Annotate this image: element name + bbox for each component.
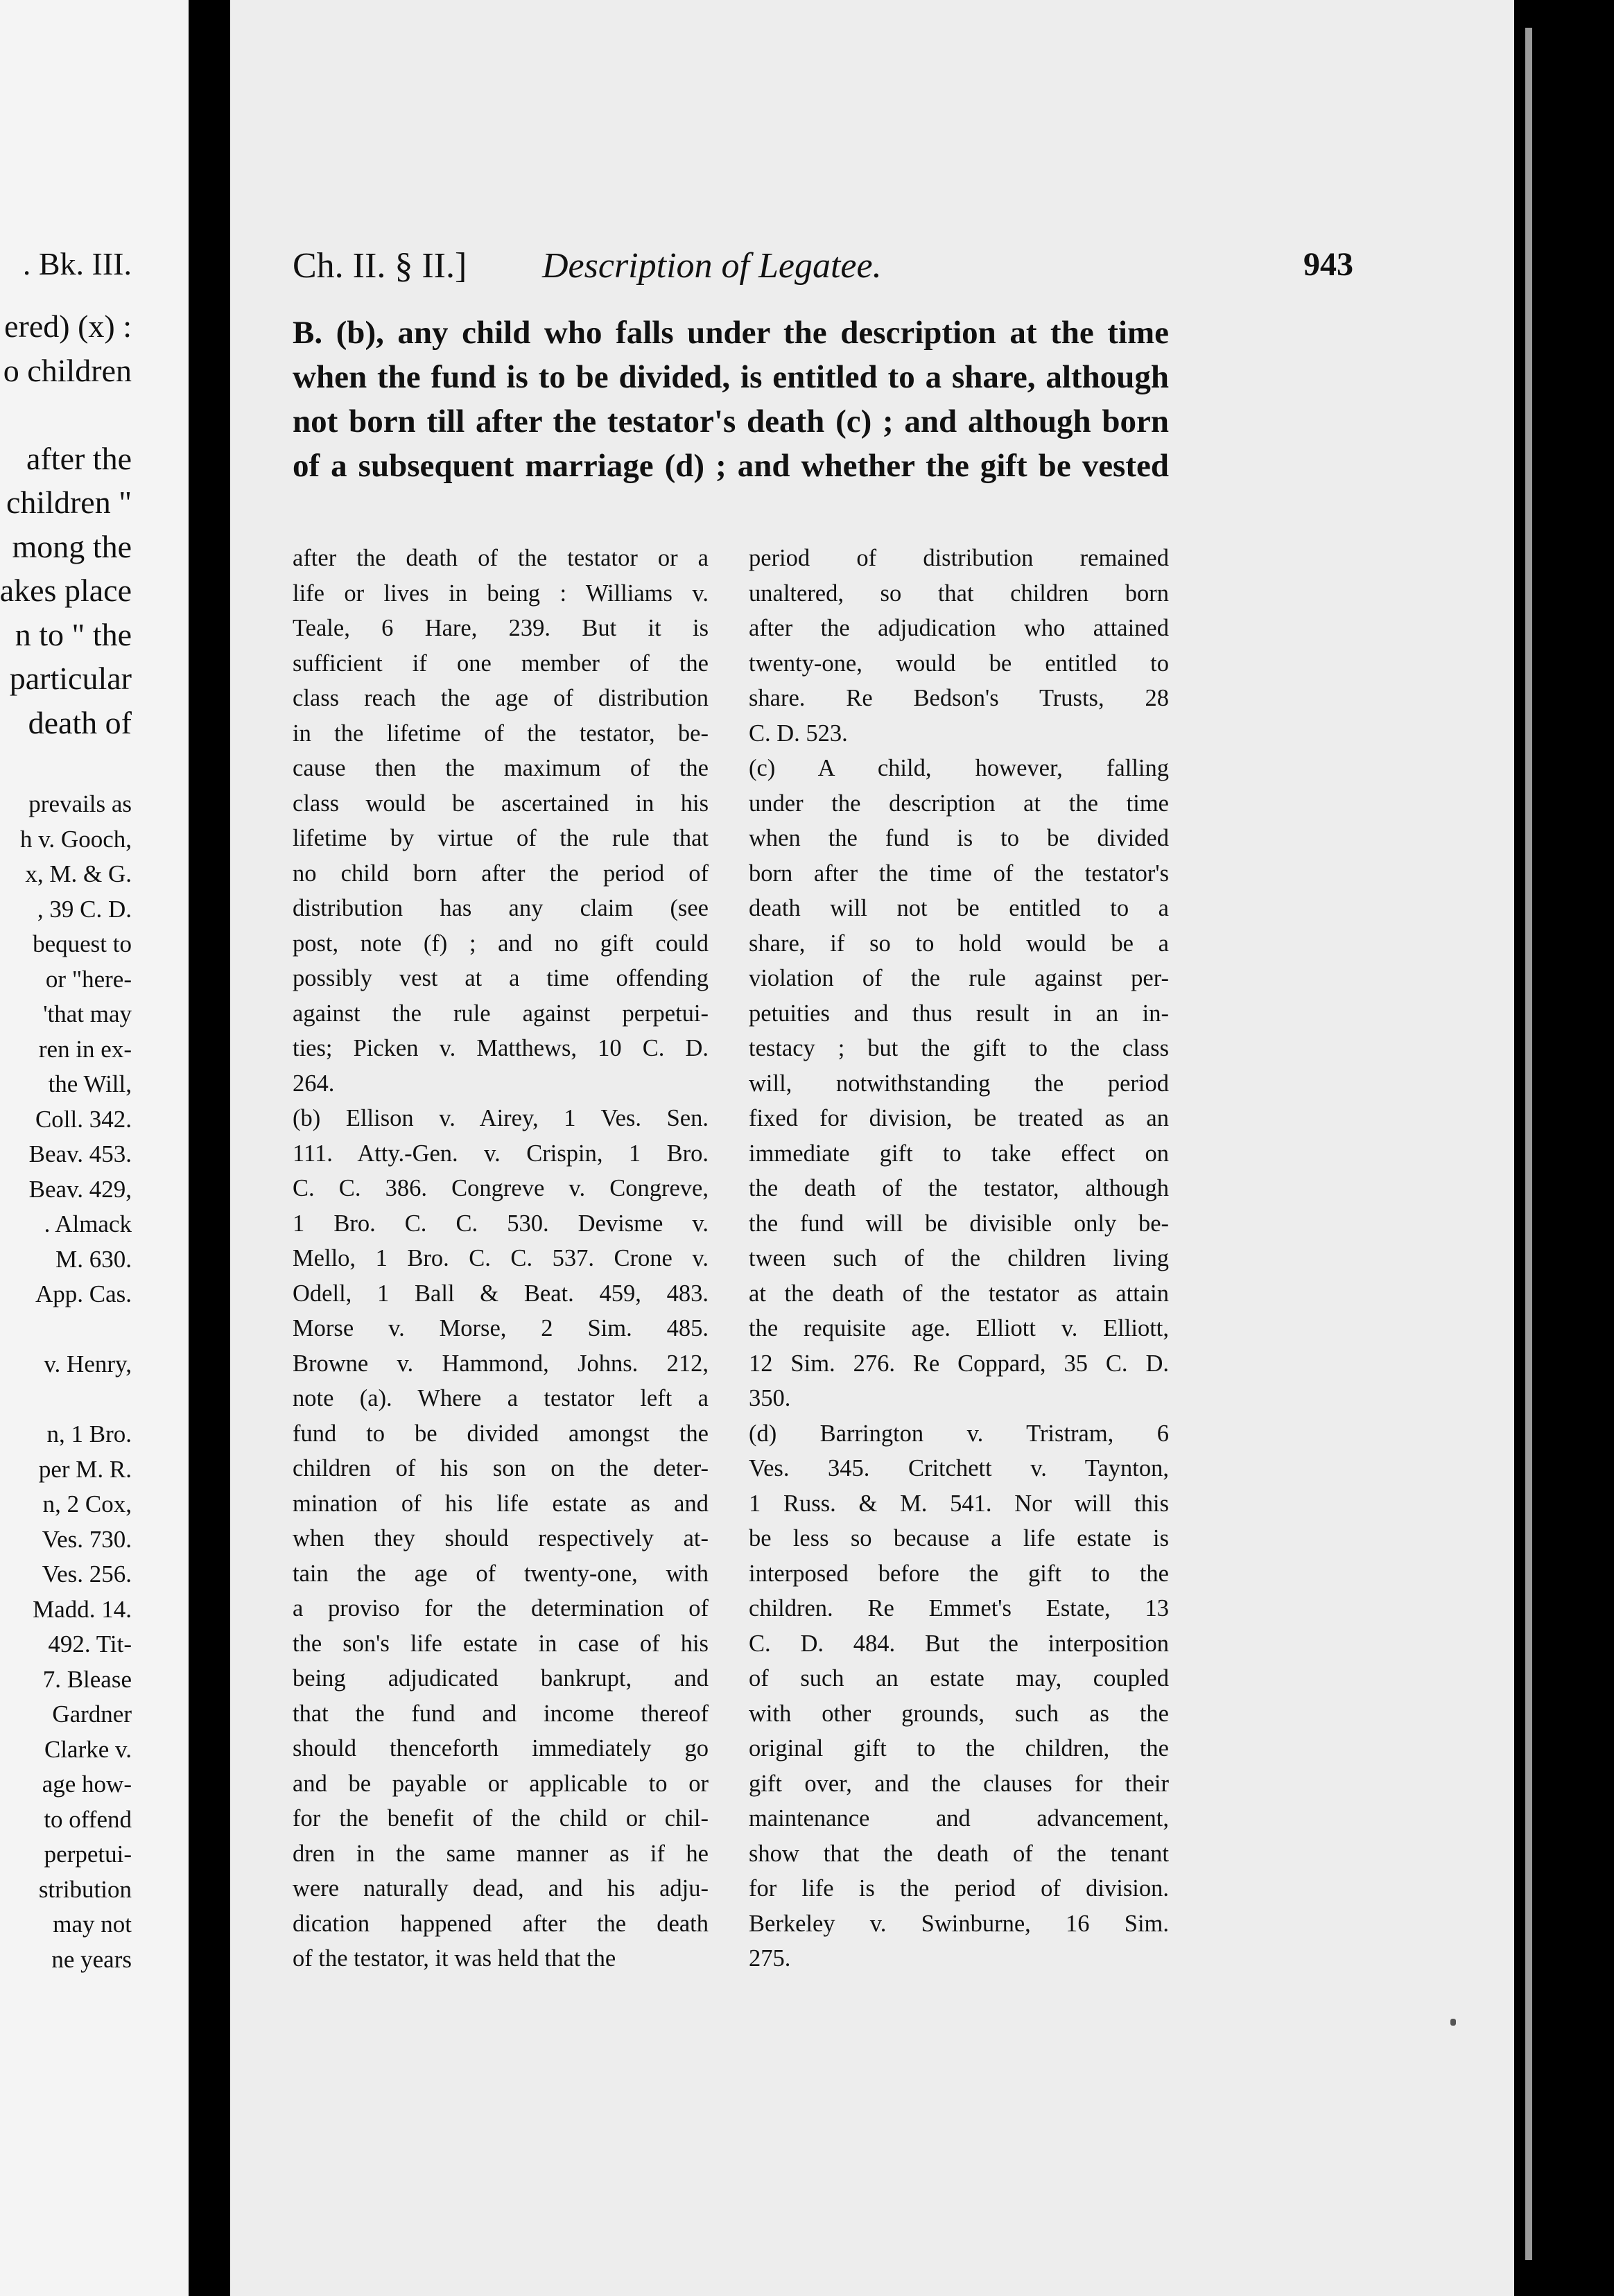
text-line: note (a). Where a testator left a xyxy=(293,1385,709,1411)
text-line: the son's life estate in case of his xyxy=(293,1630,709,1657)
text-line: Mello, 1 Bro. C. C. 537. Crone v. xyxy=(293,1245,709,1271)
text-line: of a subsequent marriage (d) ; and whether the gift be vested xyxy=(293,448,1169,484)
text-line: fund to be divided amongst the xyxy=(293,1420,709,1447)
facing-page-line: . Bk. III. xyxy=(22,246,132,281)
text-line: fixed for division, be treated as an xyxy=(749,1105,1169,1131)
facing-page-line: o children xyxy=(3,352,132,388)
text-line: the death of the testator, although xyxy=(749,1175,1169,1201)
facing-page-line: after the xyxy=(26,440,132,476)
text-line: Morse v. Morse, 2 Sim. 485. xyxy=(293,1315,709,1341)
text-line: twenty-one, would be entitled to xyxy=(749,650,1169,677)
facing-page-line: ne years xyxy=(51,1945,132,1973)
text-line: children of his son on the deter- xyxy=(293,1455,709,1481)
edge-rule xyxy=(1525,28,1532,2260)
facing-page-line: 7. Blease xyxy=(42,1665,132,1693)
text-line: 350. xyxy=(749,1385,791,1411)
facing-page-line: Madd. 14. xyxy=(33,1595,132,1623)
facing-page-line: Beav. 453. xyxy=(28,1140,132,1167)
text-line: immediate gift to take effect on xyxy=(749,1140,1169,1167)
text-line: of such an estate may, coupled xyxy=(749,1665,1169,1691)
text-line: violation of the rule against per- xyxy=(749,965,1169,991)
text-line: tain the age of twenty-one, with xyxy=(293,1560,709,1587)
facing-page-line: 'that may xyxy=(43,1000,132,1027)
facing-page-line: prevails as xyxy=(28,790,132,817)
text-line: 1 Russ. & M. 541. Nor will this xyxy=(749,1490,1169,1517)
text-line: B. (b), any child who falls under the description at the time xyxy=(293,315,1169,351)
facing-page-line: n to " the xyxy=(15,616,132,652)
text-line: (c) A child, however, falling xyxy=(749,755,1169,781)
text-line: maintenance and advancement, xyxy=(749,1805,1169,1832)
text-line: 275. xyxy=(749,1945,791,1972)
facing-page-line: n, 2 Cox, xyxy=(42,1490,132,1517)
text-line: 12 Sim. 276. Re Coppard, 35 C. D. xyxy=(749,1350,1169,1377)
facing-page-line: or "here- xyxy=(45,965,132,993)
facing-page-line: Ves. 256. xyxy=(42,1560,132,1588)
facing-page-line: , 39 C. D. xyxy=(37,895,132,923)
facing-page-line: akes place xyxy=(0,573,132,608)
text-line: Ves. 345. Critchett v. Taynton, xyxy=(749,1455,1169,1481)
text-line: period of distribution remained xyxy=(749,545,1169,571)
text-line: were naturally dead, and his adju- xyxy=(293,1875,709,1902)
footnote-column-left xyxy=(293,541,709,1976)
facing-page-line: per M. R. xyxy=(38,1455,132,1483)
facing-page-line: v. Henry, xyxy=(44,1350,132,1377)
scan-edge xyxy=(1514,0,1614,2296)
text-line: petuities and thus result in an in- xyxy=(749,1000,1169,1027)
facing-page-line: Ves. 730. xyxy=(42,1525,132,1553)
page-title: Description of Legatee. xyxy=(542,246,882,286)
scan-speck xyxy=(1450,2019,1456,2026)
text-line: of the testator, it was held that the xyxy=(293,1945,616,1972)
text-line: class would be ascertained in his xyxy=(293,790,709,817)
text-line: distribution has any claim (see xyxy=(293,895,709,921)
text-line: 111. Atty.-Gen. v. Crispin, 1 Bro. xyxy=(293,1140,709,1167)
facing-page-line: ren in ex- xyxy=(38,1035,132,1063)
text-line: (b) Ellison v. Airey, 1 Ves. Sen. xyxy=(293,1105,709,1131)
text-line: after the death of the testator or a xyxy=(293,545,709,571)
text-line: sufficient if one member of the xyxy=(293,650,709,677)
text-line: 1 Bro. C. C. 530. Devisme v. xyxy=(293,1210,709,1237)
text-line: mination of his life estate as and xyxy=(293,1490,709,1517)
text-line: under the description at the time xyxy=(749,790,1169,817)
facing-page-line: h v. Gooch, xyxy=(19,825,132,853)
text-line: not born till after the testator's death (c) ; and although born xyxy=(293,403,1169,440)
text-line: share, if so to hold would be a xyxy=(749,930,1169,957)
text-line: C. D. 484. But the interposition xyxy=(749,1630,1169,1657)
text-line: (d) Barrington v. Tristram, 6 xyxy=(749,1420,1169,1447)
text-line: dication happened after the death xyxy=(293,1910,709,1937)
facing-page-line: x, M. & G. xyxy=(25,860,132,887)
text-line: and be payable or applicable to or xyxy=(293,1770,709,1797)
text-line: class reach the age of distribution xyxy=(293,685,709,711)
text-line: for the benefit of the child or chil- xyxy=(293,1805,709,1832)
facing-page-line: the Will, xyxy=(48,1070,132,1097)
facing-page-line: n, 1 Bro. xyxy=(46,1420,132,1447)
facing-page-line: age how- xyxy=(42,1771,132,1798)
text-line: should thenceforth immediately go xyxy=(293,1735,709,1762)
text-line: C. C. 386. Congreve v. Congreve, xyxy=(293,1175,709,1201)
text-line: Teale, 6 Hare, 239. But it is xyxy=(293,615,709,641)
text-line: when the fund is to be divided, is entitled to a share, although xyxy=(293,359,1169,395)
page-gutter xyxy=(189,0,230,2296)
text-line: share. Re Bedson's Trusts, 28 xyxy=(749,685,1169,711)
facing-page-fragment xyxy=(0,0,189,2296)
facing-page-line: Beav. 429, xyxy=(28,1175,132,1203)
text-line: original gift to the children, the xyxy=(749,1735,1169,1762)
text-line: lifetime by virtue of the rule that xyxy=(293,825,709,851)
text-line: born after the time of the testator's xyxy=(749,860,1169,887)
text-line: gift over, and the clauses for their xyxy=(749,1770,1169,1797)
text-line: children. Re Emmet's Estate, 13 xyxy=(749,1595,1169,1621)
text-line: interposed before the gift to the xyxy=(749,1560,1169,1587)
facing-page-line: Clarke v. xyxy=(44,1735,132,1763)
text-line: no child born after the period of xyxy=(293,860,709,887)
text-line: ties; Picken v. Matthews, 10 C. D. xyxy=(293,1035,709,1061)
text-line: death will not be entitled to a xyxy=(749,895,1169,921)
facing-page-line: 492. Tit- xyxy=(48,1630,132,1658)
facing-page-line: Coll. 342. xyxy=(35,1105,132,1133)
text-line: against the rule against perpetui- xyxy=(293,1000,709,1027)
facing-page-line: perpetui- xyxy=(44,1841,132,1868)
facing-page-line: bequest to xyxy=(33,930,132,957)
text-line: Odell, 1 Ball & Beat. 459, 483. xyxy=(293,1280,709,1307)
page-number: 943 xyxy=(1303,246,1353,283)
body-text xyxy=(293,311,1169,488)
text-line: show that the death of the tenant xyxy=(749,1840,1169,1867)
text-line: in the lifetime of the testator, be- xyxy=(293,720,709,747)
text-line: unaltered, so that children born xyxy=(749,580,1169,607)
text-line: with other grounds, such as the xyxy=(749,1700,1169,1727)
text-line: a proviso for the determination of xyxy=(293,1595,709,1621)
text-line: that the fund and income thereof xyxy=(293,1700,709,1727)
text-line: 264. xyxy=(293,1070,335,1097)
facing-page-line: App. Cas. xyxy=(35,1280,132,1307)
facing-page-line: may not xyxy=(53,1911,132,1938)
text-line: when they should respectively at- xyxy=(293,1525,709,1551)
facing-page-line: M. 630. xyxy=(55,1245,132,1273)
facing-page-line: stribution xyxy=(38,1875,132,1903)
facing-page-line: mong the xyxy=(12,528,132,564)
facing-page-line: ered) (x) : xyxy=(4,308,132,344)
footnote-column-right xyxy=(749,541,1169,1976)
facing-page-line: particular xyxy=(9,661,132,696)
text-line: post, note (f) ; and no gift could xyxy=(293,930,709,957)
text-line: testacy ; but the gift to the class xyxy=(749,1035,1169,1061)
text-line: will, notwithstanding the period xyxy=(749,1070,1169,1097)
text-line: be less so because a life estate is xyxy=(749,1525,1169,1551)
text-line: for life is the period of division. xyxy=(749,1875,1169,1902)
text-line: Berkeley v. Swinburne, 16 Sim. xyxy=(749,1910,1169,1937)
facing-page-line: death of xyxy=(28,704,132,740)
facing-page-line: to offend xyxy=(44,1805,132,1833)
text-line: possibly vest at a time offending xyxy=(293,965,709,991)
text-line: the requisite age. Elliott v. Elliott, xyxy=(749,1315,1169,1341)
text-line: C. D. 523. xyxy=(749,720,848,747)
facing-page-line: children " xyxy=(6,485,132,520)
text-line: cause then the maximum of the xyxy=(293,755,709,781)
text-line: after the adjudication who attained xyxy=(749,615,1169,641)
text-line: being adjudicated bankrupt, and xyxy=(293,1665,709,1691)
text-line: the fund will be divisible only be- xyxy=(749,1210,1169,1237)
text-line: life or lives in being : Williams v. xyxy=(293,580,709,607)
text-line: dren in the same manner as if he xyxy=(293,1840,709,1867)
facing-page-line: . Almack xyxy=(44,1210,132,1237)
text-line: tween such of the children living xyxy=(749,1245,1169,1271)
section-reference: Ch. II. § II.] xyxy=(293,246,467,286)
text-line: at the death of the testator as attain xyxy=(749,1280,1169,1307)
text-line: Browne v. Hammond, Johns. 212, xyxy=(293,1350,709,1377)
text-line: when the fund is to be divided xyxy=(749,825,1169,851)
facing-page-line: Gardner xyxy=(52,1701,132,1728)
running-header xyxy=(293,244,1353,288)
